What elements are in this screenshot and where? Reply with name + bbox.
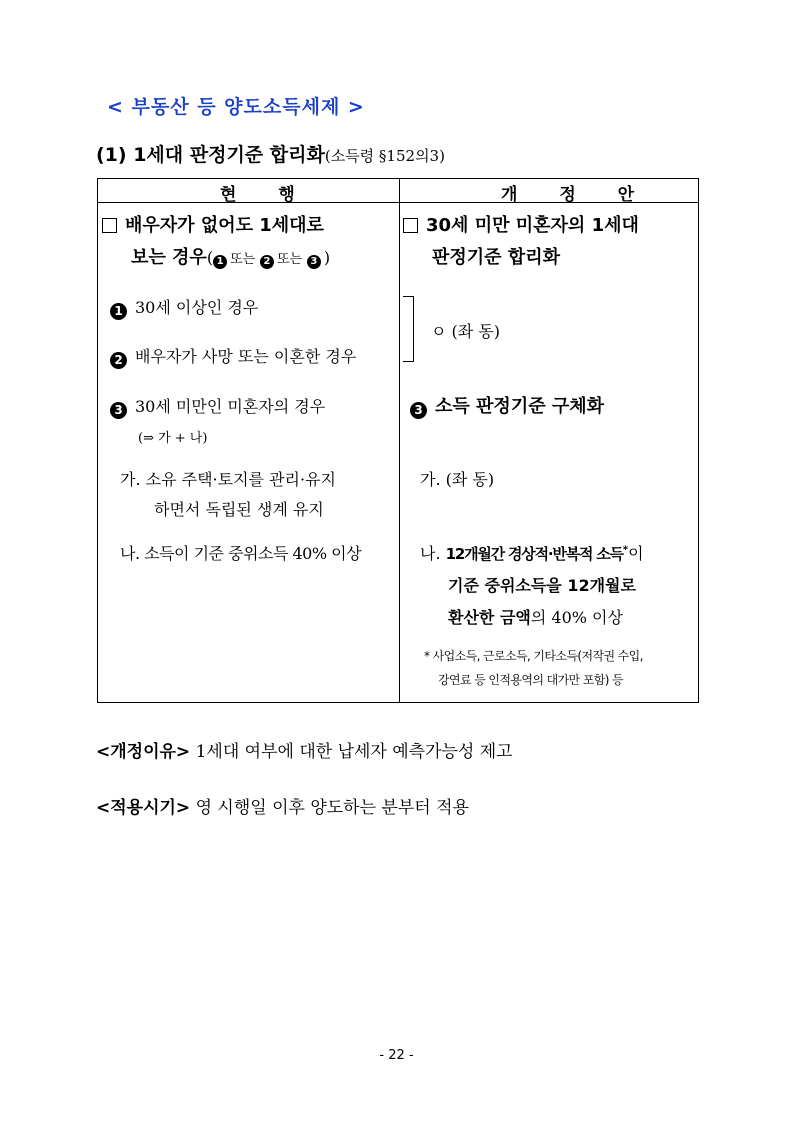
proposed-na-line3: 환산한 금액의 40% 이상: [448, 608, 623, 627]
checkbox-icon: [102, 218, 117, 233]
proposed-heading-line2: 판정기준 합리화: [432, 247, 560, 268]
proposed-ga: 가. (좌 동): [420, 470, 495, 489]
proposed-na-line1: 나. 12개월간 경상적·반복적 소득*이: [420, 544, 644, 563]
proposed-footnote-line2: 강연료 등 인적용역의 대가만 포함) 등: [438, 673, 624, 687]
current-item-1: 1 30세 이상인 경우: [110, 295, 258, 320]
current-heading-line2: 보는 경우( 1 또는 2 또는 3 ): [131, 247, 331, 268]
circled-number-2-icon: 2: [110, 352, 127, 369]
amendment-reason-label: <개정이유>: [96, 742, 191, 762]
subsection-title-text: (1) 1세대 판정기준 합리화: [96, 144, 325, 166]
effective-date-text: 영 시행일 이후 양도하는 분부터 적용: [195, 798, 469, 818]
current-item-3-sub: (⇒ 가 + 나): [138, 431, 208, 446]
amendment-reason-text: 1세대 여부에 대한 납세자 예측가능성 제고: [195, 742, 513, 762]
amendment-reason: [96, 737, 513, 762]
current-na-line1: 나. 소득이 기준 중위소득 40% 이상: [120, 544, 362, 563]
section-title: < 부동산 등 양도소득세제 >: [107, 96, 365, 118]
proposed-footnote-line1: * 사업소득, 근로소득, 기타소득(저작권 수입,: [424, 649, 643, 663]
proposed-item-3: 3 소득 판정기준 구체화: [410, 392, 604, 419]
proposed-same-1: ㅇ (좌 동): [431, 322, 501, 341]
header-current: 현 행: [220, 185, 313, 205]
same-as-left-bracket: [403, 296, 414, 362]
header-proposed: 개 정 안: [501, 185, 653, 205]
circled-number-3-icon: 3: [110, 402, 127, 419]
current-item-3: 3 30세 미만인 미혼자의 경우: [110, 394, 325, 419]
circled-number-3-icon: 3: [410, 402, 427, 419]
subsection-title: [96, 140, 445, 167]
circled-number-3-icon: 3: [307, 255, 321, 269]
column-divider: [399, 179, 400, 702]
comparison-table: [97, 178, 699, 703]
effective-date: [96, 793, 469, 818]
proposed-heading-line1: 30세 미만 미혼자의 1세대: [403, 211, 639, 237]
current-item-2: 2 배우자가 사망 또는 이혼한 경우: [110, 344, 356, 369]
page-number: - 22 -: [379, 1048, 414, 1063]
effective-date-label: <적용시기>: [96, 798, 191, 818]
circled-number-2-icon: 2: [260, 255, 274, 269]
circled-number-1-icon: 1: [213, 255, 227, 269]
circled-number-1-icon: 1: [110, 303, 127, 320]
subsection-reference: (소득령 §152의3): [324, 147, 445, 165]
current-heading-line1: 배우자가 없어도 1세대로: [102, 211, 324, 237]
table-header: [98, 179, 698, 203]
current-ga-line2: 하면서 독립된 생계 유지: [154, 500, 324, 519]
checkbox-icon: [403, 218, 418, 233]
proposed-na-line2: 기준 중위소득을 12개월로: [448, 576, 636, 595]
current-ga-line1: 가. 소유 주택·토지를 관리·유지: [120, 470, 336, 489]
